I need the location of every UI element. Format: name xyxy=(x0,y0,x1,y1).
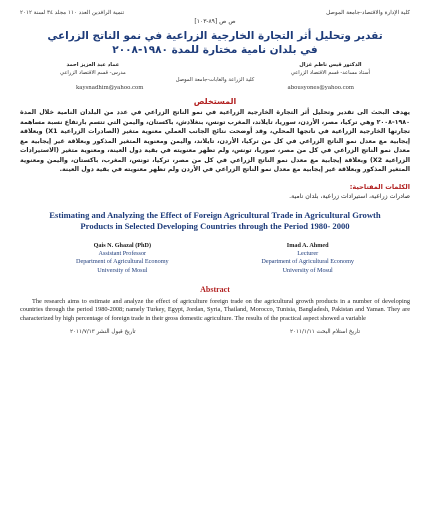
arabic-title: تقدير وتحليل أثر التجارة الخارجية الزراعية في نمو الناتج الزراعي في بلدان نامية مختارة للمدة ١٩٨٠-٢٠٠٨ xyxy=(47,30,383,57)
arabic-author-2 xyxy=(60,61,126,77)
english-abstract-title: Abstract xyxy=(200,284,230,294)
received-date: تاريخ استلام البحث ٢٠١١/١/١١ xyxy=(289,329,360,336)
arabic-author-2-name: عماد عبد العزيز احمد xyxy=(66,62,120,69)
journal-issue: تنمية الرافدين العدد ١١٠ مجلد ٣٤ لسنة ٢٠١٢ xyxy=(20,10,125,16)
author-emails xyxy=(20,83,410,91)
journal-name: كلية الإدارة والاقتصاد-جامعة الموصل xyxy=(326,10,410,16)
page-range: ص ص [٨٩-١٠٣] xyxy=(194,18,236,25)
english-author-2-role: Lecturer xyxy=(297,250,319,258)
english-author-2-name: Imad A. Ahmed xyxy=(286,242,329,250)
journal-header xyxy=(20,10,410,16)
english-author-1-dept: Department of Agricultural Economy xyxy=(76,258,169,266)
arabic-author-1-name: الدكتور قيس ناظم غزال xyxy=(299,62,362,69)
english-author-2 xyxy=(261,242,354,274)
english-author-2-univ: University of Mosul xyxy=(282,266,333,274)
arabic-author-2-role: مدرس- قسم الاقتصاد الزراعي xyxy=(60,70,126,77)
submission-dates xyxy=(20,329,410,335)
english-author-1 xyxy=(76,242,169,274)
english-author-1-univ: University of Mosul xyxy=(97,266,148,274)
accepted-date: تاريخ قبول النشر ٢٠١١/٧/١٣ xyxy=(70,329,136,336)
arabic-college: كلية الزراعة والغابات-جامعة الموصل xyxy=(175,77,255,84)
english-author-1-role: Assistant Professor xyxy=(98,250,147,258)
english-author-1-name: Qais N. Ghazal (PhD) xyxy=(93,242,152,250)
arabic-author-1 xyxy=(291,61,370,77)
english-title: Estimating and Analyzing the Effect of Foreign Agricultural Trade in Agricultural Growth Products in Selected Developing Countries through the Period 1980- 2000 xyxy=(49,209,381,232)
arabic-keywords-heading: الكلمات المفتاحية: xyxy=(349,182,410,191)
arabic-author-1-role: أستاذ مساعد- قسم الاقتصاد الزراعي xyxy=(290,70,370,77)
email-right[interactable]: abousyones@yahoo.com xyxy=(287,85,354,92)
english-abstract-body: The research aims to estimate and analyze the effect of agriculture foreign trade on the agricultural growth products in a number of developing countries through the period 1980-2008; namely Turkey, Egypt, Jordan, Syria, Thailand, Morocco, Tunisia, Bangladesh, Pakistan and Yaman. They are characterized by high percentage of foreign trade in their gross domestic agriculture. The results of the practical aspect showed a variable xyxy=(20,297,410,322)
arabic-keywords: صادرات زراعية، استيرادات زراعية، بلدان نامية. xyxy=(289,192,410,200)
english-authors xyxy=(20,242,410,274)
arabic-abstract-title: المستخلص xyxy=(193,97,237,107)
arabic-abstract-body: يهدف البحث الى تقدير وتحليل أثر التجارة الخارجية الزراعية في نمو الناتج الزراعي في عدد من البلدان النامية خلال المدة ١٩٨٠-٢٠٠٨ وهي تركيا، مصر، الأردن، سوريا، تايلاند، المغرب تونس، بنغلادش، باكستان، واليمن التي تتسم بارتفاع نسبة مساهمة تجارتها الخارجية الزراعية في ناتجها المحلي، وقد أوضحت نتائج الجانب العملي معنوية متغير (الصادرات الزراعية X1) وبعلاقة إيجابية مع معدل نمو الناتج الزراعي في كل من تركيا، الأردن، تايلاند، واليمن ومعنوية المتغير المذكور وبعلاقة غير إيجابية مع معدل نمو الناتج الزراعي في كل من مصر، سوريا، تونس، ولم تظهر معنويته في بقية دول العينة، ومعنوية متغير (الاستيرادات الزراعية X2) وبعلاقة إيجابية مع معدل نمو الناتج الزراعي في كل من مصر، تركيا، تونس، المغرب، باكستان، واليمن ومعنوية المتغير المذكور وبعلاقة غير إيجابية مع معدل نمو الناتج الزراعي في الأردن ولم تظهر معنويته في بقية دول العينة. xyxy=(20,109,410,174)
email-left[interactable]: kaysnadhim@yahoo.com xyxy=(76,85,144,92)
english-author-2-dept: Department of Agricultural Economy xyxy=(261,258,354,266)
arabic-authors xyxy=(20,61,410,77)
